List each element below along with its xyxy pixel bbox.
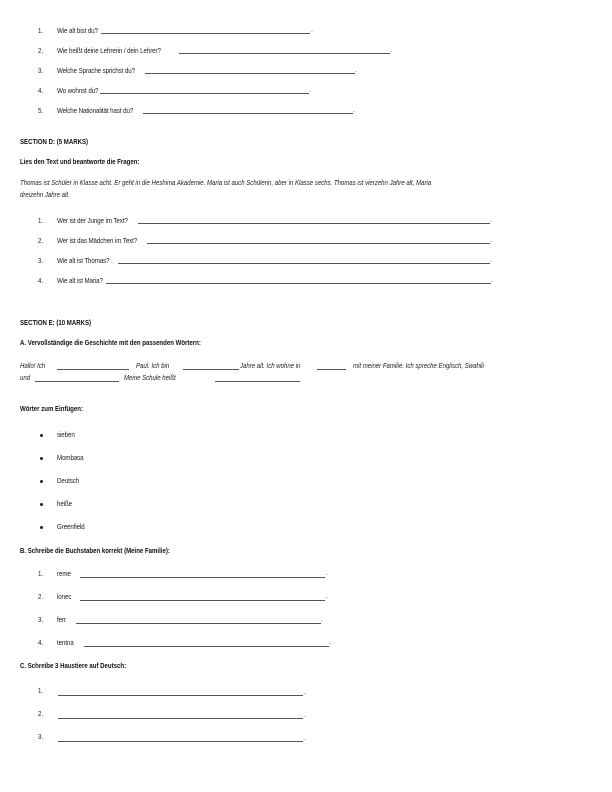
question-number: 4. xyxy=(38,276,44,285)
item-number: 2. xyxy=(38,709,44,718)
question-number: 2. xyxy=(38,236,44,245)
item-number: 1. xyxy=(38,686,44,695)
story-text: Meine Schule heißt xyxy=(124,373,176,382)
question-text: Wer ist das Mädchen im Text? xyxy=(57,236,138,245)
answer-line[interactable] xyxy=(100,93,309,94)
question-text: Wie alt bist du? xyxy=(57,26,98,35)
question-number: 1. xyxy=(38,26,44,35)
part-a-title: A. Vervollständige die Geschichte mit den passenden Wörtern: xyxy=(20,338,201,347)
word-bank-item: heiße xyxy=(57,499,73,508)
bullet-icon xyxy=(40,434,43,437)
answer-line[interactable] xyxy=(118,263,490,264)
period: . xyxy=(326,570,328,577)
question-text: Wo wohnst du? xyxy=(57,86,99,95)
story-text: Paul. Ich bin xyxy=(136,361,170,370)
scrambled-word: ferr xyxy=(57,615,66,624)
question-number: 4. xyxy=(38,86,44,95)
answer-line[interactable] xyxy=(84,646,329,647)
question-text: Wie alt ist Thomas? . xyxy=(57,256,113,265)
answer-line[interactable] xyxy=(101,33,310,34)
answer-line[interactable] xyxy=(58,718,303,719)
scrambled-word: reme xyxy=(57,569,71,578)
question-text: Wer ist der Junge im Text? xyxy=(57,216,128,225)
period: . xyxy=(491,277,493,284)
period: . xyxy=(304,735,306,742)
question-text: Wie heißt deine Lehrerin / dein Lehrer? xyxy=(57,46,161,55)
reading-passage-line-1: Thomas ist Schüler in Klasse acht. Er geht in die Heshima Akademie. Maria ist auch Schülerin, aber in Klasse sechs. Thomas ist vierzehn Jahre alt, Maria xyxy=(20,178,432,187)
period: . xyxy=(329,639,331,646)
answer-line[interactable] xyxy=(80,577,325,578)
story-blank-4[interactable] xyxy=(35,381,119,382)
period: . xyxy=(321,616,323,623)
period: . xyxy=(309,87,311,94)
period: . xyxy=(490,257,492,264)
item-number: 1. xyxy=(38,569,44,578)
answer-line[interactable] xyxy=(138,223,490,224)
section-e-title: SECTION E: (10 MARKS) xyxy=(20,318,92,327)
item-number: 3. xyxy=(38,732,44,741)
bullet-icon xyxy=(40,457,43,460)
answer-line[interactable] xyxy=(143,113,353,114)
period: . xyxy=(326,593,328,600)
period: . xyxy=(311,27,313,34)
word-bank-title: Wörter zum Einfügen: xyxy=(20,404,83,413)
answer-line[interactable] xyxy=(58,741,303,742)
period: . xyxy=(304,712,306,719)
word-bank-item: Deutsch xyxy=(57,476,80,485)
story-blank-1[interactable] xyxy=(57,369,129,370)
story-text: Hallo! Ich xyxy=(20,361,46,370)
answer-line[interactable] xyxy=(147,243,490,244)
word-bank-item: Mombasa xyxy=(57,453,84,462)
item-number: 4. xyxy=(38,638,44,647)
question-number: 2. xyxy=(38,46,44,55)
section-d-instruction: Lies den Text und beantworte die Fragen: xyxy=(20,157,140,166)
period: . xyxy=(390,47,392,54)
question-text: Welche Sprache sprichst du? xyxy=(57,66,135,75)
item-number: 2. xyxy=(38,592,44,601)
bullet-icon xyxy=(40,503,43,506)
part-b-title: B. Schreibe die Buchstaben korrekt (Meine Familie): xyxy=(20,546,170,555)
period: . xyxy=(490,217,492,224)
period: . xyxy=(304,689,306,696)
story-text: und xyxy=(20,373,31,382)
answer-line[interactable] xyxy=(179,53,390,54)
question-number: 5. xyxy=(38,106,44,115)
story-text: mit meiner Familie. Ich spreche Englisch, Swahili xyxy=(353,361,484,370)
story-blank-3[interactable] xyxy=(317,369,346,370)
answer-line[interactable] xyxy=(145,73,355,74)
scrambled-word: tentna xyxy=(57,638,74,647)
answer-line[interactable] xyxy=(80,600,325,601)
story-text: Jahre alt. Ich wohne in xyxy=(240,361,301,370)
answer-line[interactable] xyxy=(76,623,321,624)
answer-line[interactable] xyxy=(106,283,491,284)
answer-line[interactable] xyxy=(58,695,303,696)
question-number: 3. xyxy=(38,256,44,265)
period: . xyxy=(355,67,357,74)
question-number: 1. xyxy=(38,216,44,225)
question-number: 3. xyxy=(38,66,44,75)
bullet-icon xyxy=(40,480,43,483)
word-bank-item: sieben xyxy=(57,430,75,439)
item-number: 3. xyxy=(38,615,44,624)
word-bank-item: Greenfield xyxy=(57,522,85,531)
scrambled-word: lonec xyxy=(57,592,72,601)
question-text: Wie alt ist Maria? xyxy=(57,276,103,285)
question-text: Welche Nationalität hast du? xyxy=(57,106,134,115)
section-d-title: SECTION D: (5 MARKS) xyxy=(20,137,89,146)
part-c-title: C. Schreibe 3 Haustiere auf Deutsch: xyxy=(20,661,127,670)
reading-passage-line-2: dreizehn Jahre alt. xyxy=(20,190,70,199)
period: . xyxy=(353,107,355,114)
bullet-icon xyxy=(40,526,43,529)
story-blank-2[interactable] xyxy=(183,369,239,370)
period: . xyxy=(490,237,492,244)
story-blank-5[interactable] xyxy=(215,381,300,382)
